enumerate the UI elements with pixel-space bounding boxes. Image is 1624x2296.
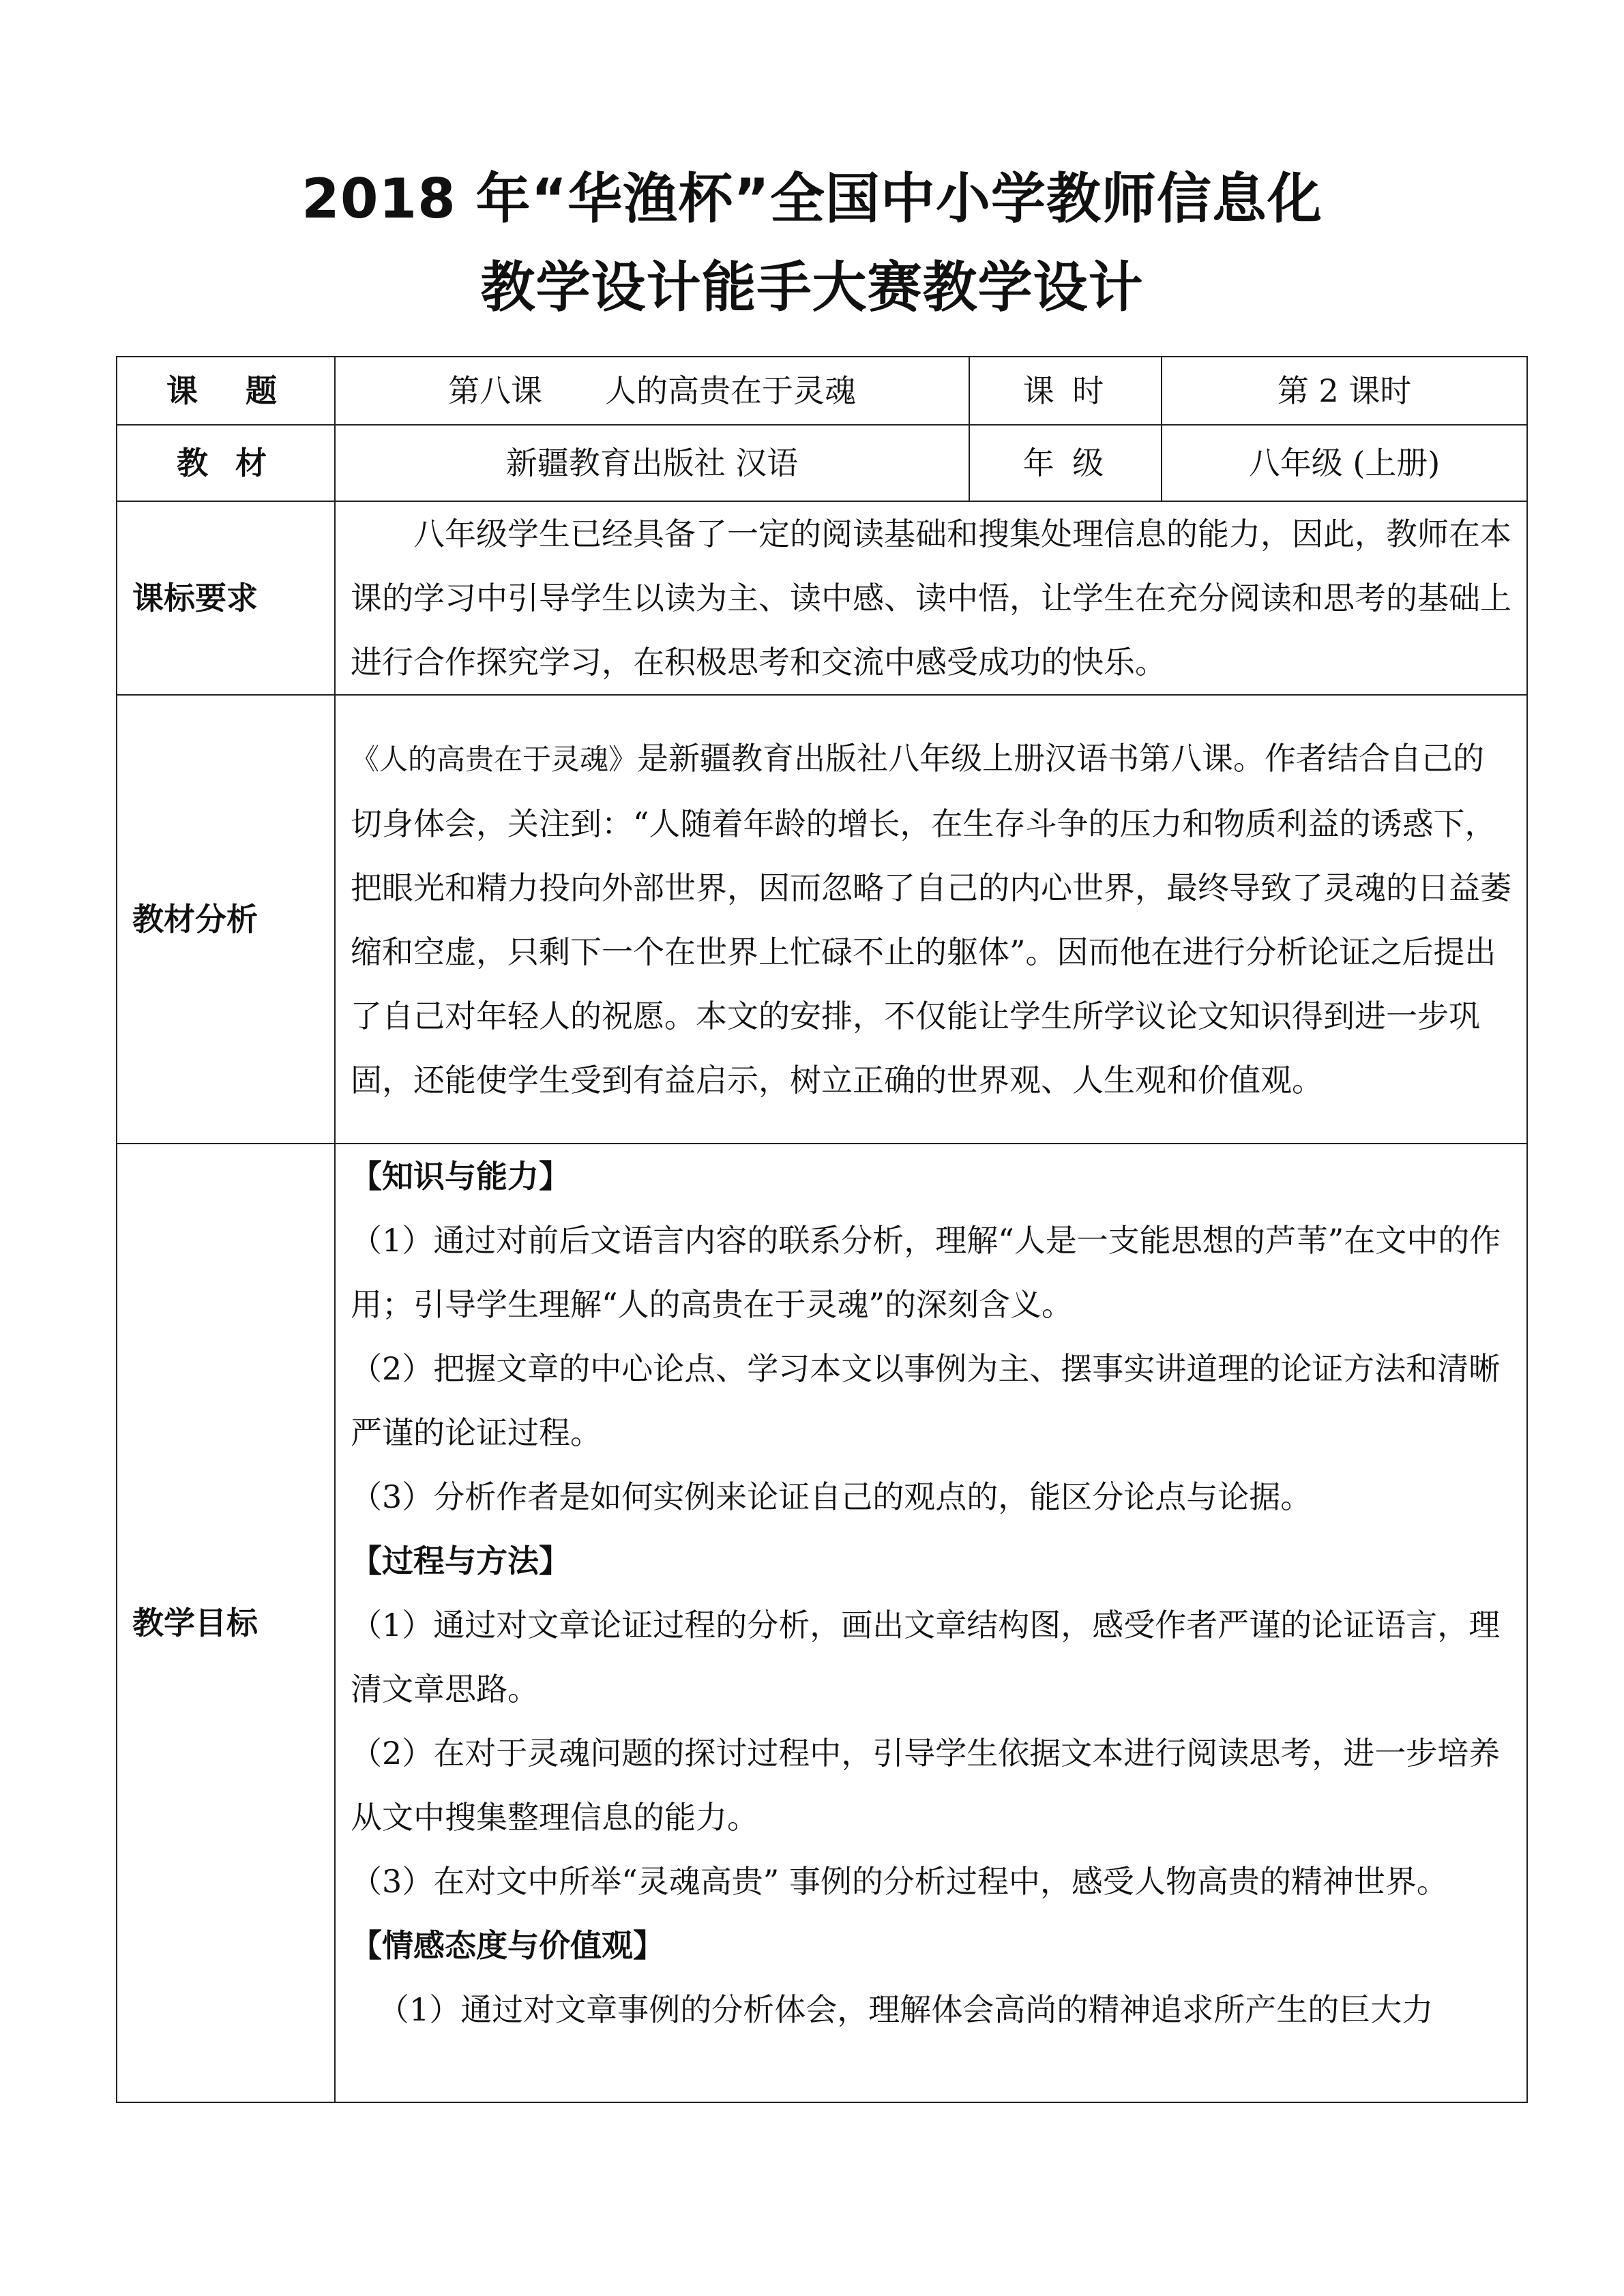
textbook-label: 教 材 bbox=[117, 425, 335, 501]
standard-cell bbox=[335, 501, 1527, 695]
topic-row bbox=[117, 357, 1527, 425]
goals-row bbox=[117, 1144, 1527, 2102]
grade-label: 年 级 bbox=[969, 425, 1162, 501]
knowledge-item-2: （2）把握文章的中心论点、学习本文以事例为主、摆事实讲道理的论证方法和清晰严谨的论证过程。 bbox=[351, 1350, 1501, 1451]
goals-cell bbox=[335, 1144, 1527, 2102]
document-title-line1: 2018 年“华渔杯”全国中小学教师信息化 bbox=[301, 167, 1323, 230]
process-heading: 【过程与方法】 bbox=[351, 1542, 570, 1579]
hours-value: 第 2 课时 bbox=[1162, 357, 1527, 425]
analysis-book-title: 《人的高贵在于灵魂》 bbox=[351, 743, 638, 776]
topic-label: 课 题 bbox=[117, 357, 335, 425]
analysis-paragraph bbox=[351, 726, 1513, 1112]
standard-label: 课标要求 bbox=[117, 501, 335, 695]
standard-row bbox=[117, 501, 1527, 695]
textbook-value: 新疆教育出版社 汉语 bbox=[335, 425, 969, 501]
analysis-label: 教材分析 bbox=[117, 695, 335, 1144]
document-title-line2: 教学设计能手大赛教学设计 bbox=[480, 256, 1144, 319]
emotion-heading: 【情感态度与价值观】 bbox=[351, 1927, 664, 1964]
emotion-item-1: （1）通过对文章事例的分析体会，理解体会高尚的精神追求所产生的巨大力 bbox=[378, 1991, 1434, 2028]
analysis-row bbox=[117, 695, 1527, 1144]
process-item-3: （3）在对文中所举“灵魂高贵” 事例的分析过程中，感受人物高贵的精神世界。 bbox=[351, 1863, 1448, 1900]
topic-value: 第八课 人的高贵在于灵魂 bbox=[335, 357, 969, 425]
process-item-1: （1）通过对文章论证过程的分析，画出文章结构图，感受作者严谨的论证语言，理清文章思路。 bbox=[351, 1607, 1501, 1708]
standard-text: 八年级学生已经具备了一定的阅读基础和搜集处理信息的能力，因此，教师在本课的学习中引导学生以读为主、读中感、读中悟，让学生在充分阅读和思考的基础上进行合作探究学习，在积极思考和交流中感受成功的快乐。 bbox=[351, 516, 1511, 681]
knowledge-item-3: （3）分析作者是如何实例来论证自己的观点的，能区分论点与论据。 bbox=[351, 1478, 1312, 1515]
process-item-2: （2）在对于灵魂问题的探讨过程中，引导学生依据文本进行阅读思考，进一步培养从文中搜集整理信息的能力。 bbox=[351, 1735, 1501, 1836]
textbook-row bbox=[117, 425, 1527, 501]
goals-label: 教学目标 bbox=[117, 1144, 335, 2102]
grade-value: 八年级 (上册) bbox=[1162, 425, 1527, 501]
lesson-plan-table bbox=[116, 356, 1528, 2103]
hours-label: 课 时 bbox=[969, 357, 1162, 425]
analysis-text: 是新疆教育出版社八年级上册汉语书第八课。作者结合自己的切身体会，关注到：“人随着年龄的增长，在生存斗争的压力和物质利益的诱惑下，把眼光和精力投向外部世界，因而忽略了自己的内心世界，最终导致了灵魂的日益萎缩和空虚，只剩下一个在世界上忙碌不止的躯体”。因而他在进行分析论证之后提出了自己对年轻人的祝愿。本文的安排，不仅能让学生所学议论文知识得到进一步巩固，还能使学生受到有益启示，树立正确的世界观、人生观和价值观。 bbox=[351, 740, 1511, 1099]
analysis-cell bbox=[335, 695, 1527, 1144]
knowledge-heading: 【知识与能力】 bbox=[351, 1158, 570, 1195]
knowledge-item-1: （1）通过对前后文语言内容的联系分析，理解“人是一支能思想的芦苇”在文中的作用；引导学生理解“人的高贵在于灵魂”的深刻含义。 bbox=[351, 1222, 1501, 1323]
